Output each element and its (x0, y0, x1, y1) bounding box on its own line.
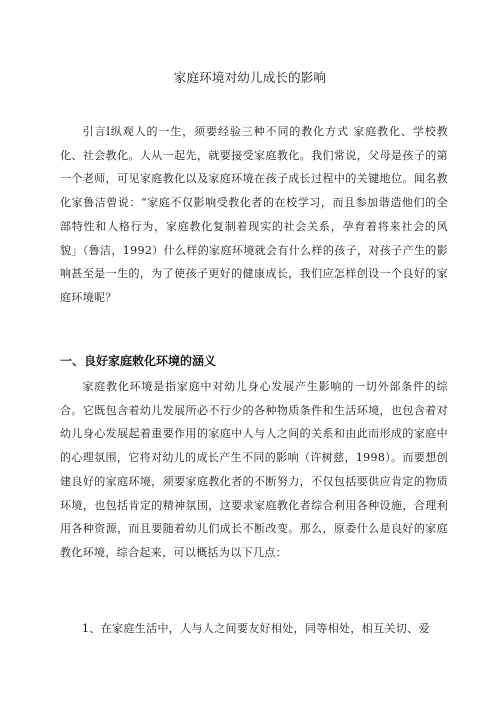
intro-paragraph (60, 120, 448, 310)
section-body-text: 家庭教化环境是指家庭中对幼儿身心发展产生影响的一切外部条件的综合。它既包含着幼儿发展所必不行少的各种物质条件和生活环境，也包含着对幼儿身心发展起着重要作用的家庭中人与人之间的关系和由此而形成的家庭中的心理氛围，它将对幼儿的成长产生不同的影响（许树慈，1998）。而要想创建良好的家庭环境，须要家庭教化者的不断努力，不仅包括要供应肯定的物质环境，也包括肯定的精神氛围，这要求家庭教化者综合利用各种设施，合理利用各种资源，而且要随着幼儿们成长不断改变。那么，原委什么是良好的家庭教化环境，综合起来，可以概括为以下几点： (60, 380, 448, 559)
section-body-paragraph (60, 375, 448, 565)
intro-text: 引言l纵观人的一生，须要经验三种不同的教化方式 家庭教化、学校教化、社会教化。人从一起先，就要接受家庭教化。我们常说，父母是孩子的第一个老师，可见家庭教化以及家庭环境在孩子成长过程中的关键地位。闻名教化家鲁洁曾说：“家庭不仅影响受教化者的在校学习，而且参加谐造他们的全部特性和人格行为，家庭教化复制着现实的社会关系，孕育着将来社会的风貌」（鲁洁，1992）什么样的家庭环境就会有什么样的孩子，对孩子产生的影响甚至是一生的，为了使孩子更好的健康成长，我们应怎样创设一个良好的家庭环境呢？ (60, 125, 448, 304)
point-paragraph (60, 617, 448, 641)
point-text: 1、在家庭生活中，人与人之间要友好相处，同等相处，相互关切、爱 (82, 622, 430, 635)
document-title: 家庭环境对幼儿成长的影响 (173, 70, 327, 85)
section-heading: 一、良好家庭敕化环境的涵义 (60, 354, 217, 368)
